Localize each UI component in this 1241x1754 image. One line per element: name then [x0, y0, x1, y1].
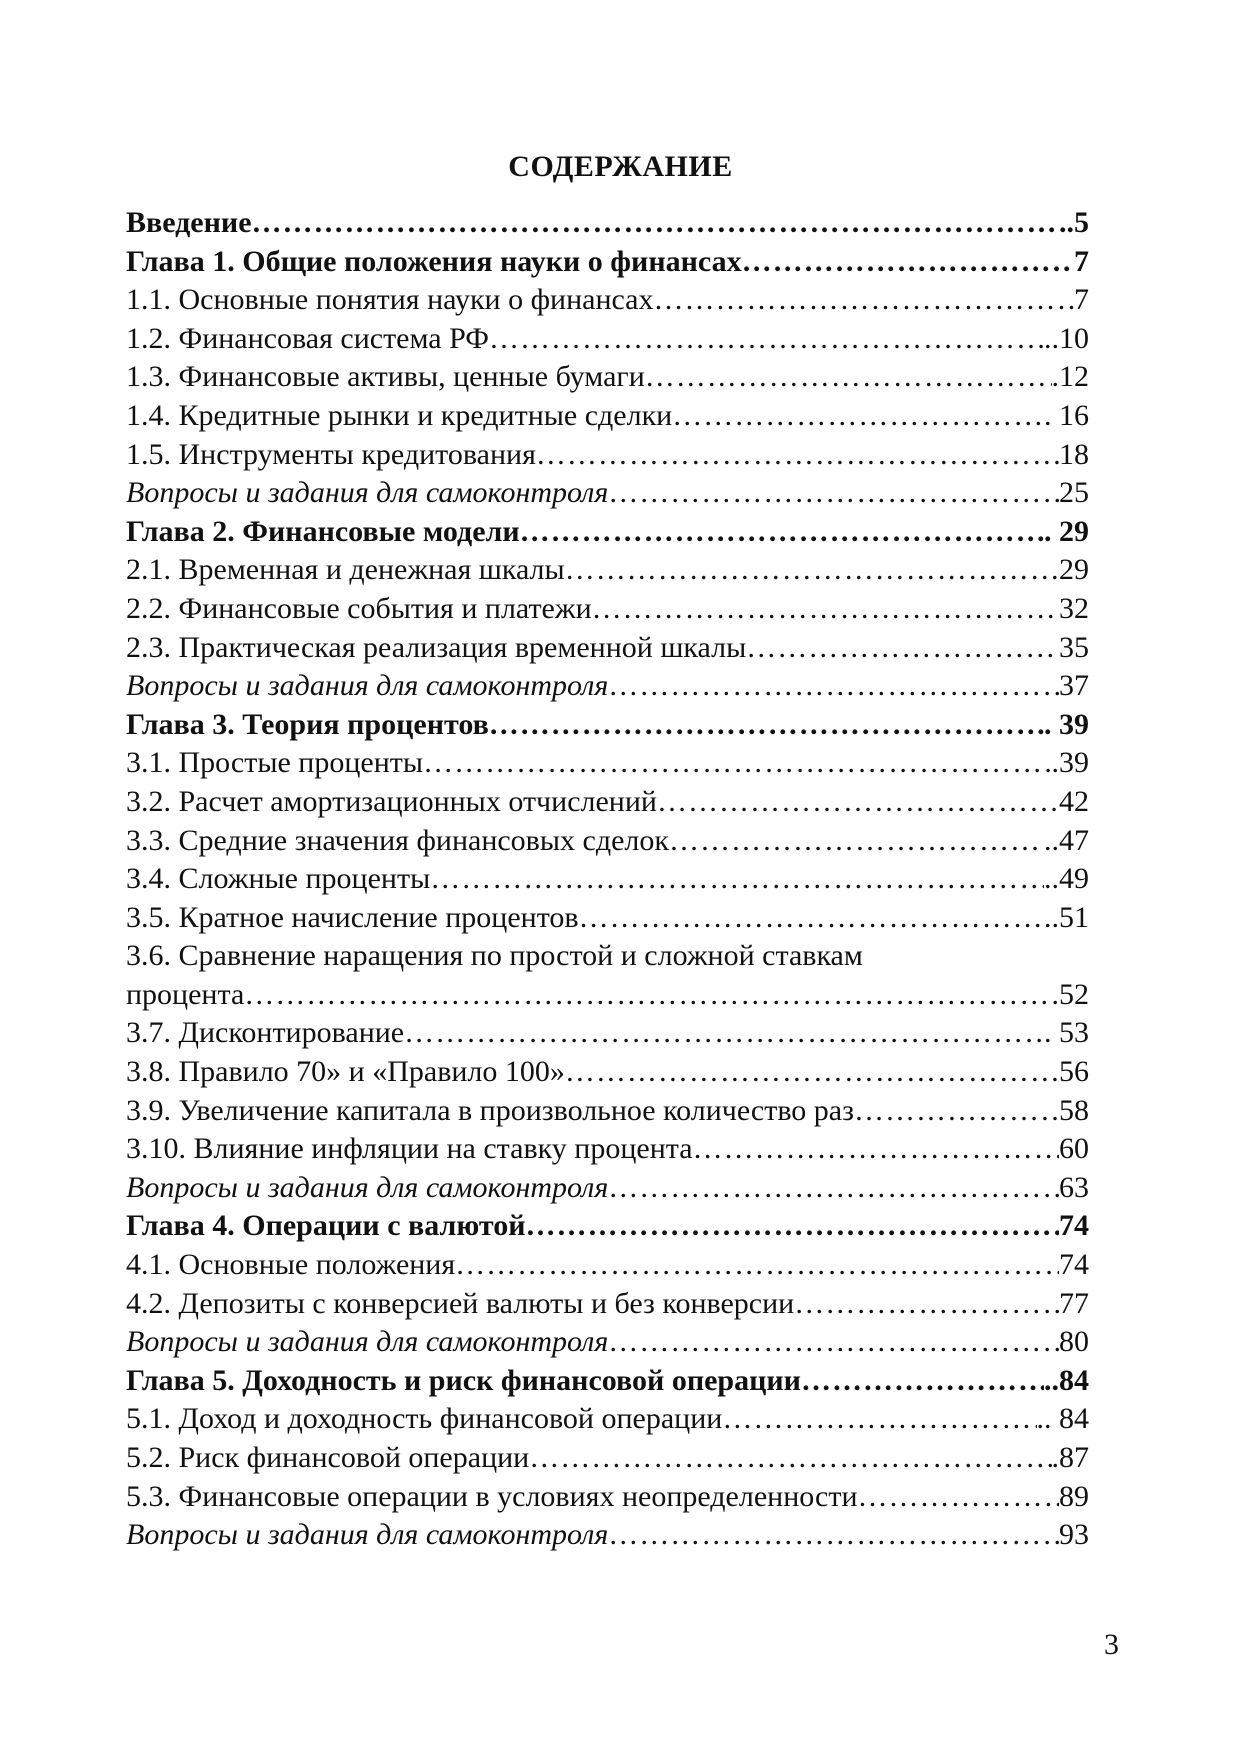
toc-questions-entry[interactable] [126, 1325, 1089, 1364]
toc-chapter-entry[interactable] [126, 1209, 1089, 1248]
toc-entry-page: 56 [1059, 1055, 1089, 1089]
toc-section-entry[interactable] [126, 592, 1089, 631]
toc-entry-label: 3.7. Дисконтирование [126, 1016, 405, 1050]
toc-dot-leader [722, 1402, 1036, 1436]
toc-entry-page: . 53 [1044, 1016, 1089, 1050]
toc-entry-label: 1.3. Финансовые активы, ценные бумаги [126, 360, 645, 394]
toc-dot-leader [672, 399, 1044, 433]
toc-entry-page: 7 [1074, 244, 1089, 278]
toc-section-entry[interactable] [126, 1094, 1089, 1133]
toc-dot-leader [654, 283, 1075, 317]
toc-entry-page: .39 [1051, 746, 1089, 780]
toc-entry-page: 80 [1059, 1325, 1089, 1359]
toc-section-entry[interactable] [126, 1248, 1089, 1287]
toc-entry-label: 1.1. Основные понятия науки о финансах [126, 283, 654, 317]
toc-dot-leader [489, 708, 1044, 742]
toc-entry-label: 3.3. Средние значения финансовых сделок [126, 823, 669, 857]
toc-dot-leader [404, 1016, 1044, 1050]
toc-section-entry[interactable] [126, 1287, 1089, 1326]
toc-entry-label: Вопросы и задания для самоконтроля [126, 1325, 609, 1359]
toc-entry-page: .. 84 [1036, 1402, 1089, 1436]
toc-section-entry[interactable] [126, 824, 1089, 863]
toc-dot-leader [536, 438, 1059, 472]
toc-dot-leader [608, 669, 1059, 703]
toc-entry-label: 2.3. Практическая реализация временной шкалы [126, 630, 747, 664]
toc-entry-label: процента [126, 977, 245, 1011]
toc-entry-label: 5.2. Риск финансовой операции [126, 1441, 530, 1474]
toc-entry-page: 32 [1059, 591, 1089, 625]
toc-entry-label: 1.5. Инструменты кредитования [126, 437, 536, 471]
page-title: СОДЕРЖАНИЕ [508, 150, 733, 183]
toc-entry-label: Глава 5. Доходность и риск финансовой операции [126, 1363, 801, 1397]
toc-section-entry[interactable] [126, 553, 1089, 592]
toc-section-entry[interactable] [126, 631, 1089, 670]
toc-section-entry[interactable] [126, 399, 1089, 438]
toc-entry-label: 3.1. Простые проценты [126, 746, 424, 780]
toc-entry-label: 3.4. Сложные проценты [126, 862, 431, 896]
toc-entry-label: 4.2. Депозиты с конверсией валюты и без конверсии [126, 1286, 795, 1320]
toc-entry-label: 1.4. Кредитные рынки и кредитные сделки [126, 398, 673, 432]
toc-dot-leader [608, 1325, 1059, 1359]
toc-dot-leader [592, 592, 1059, 626]
toc-entry-page: 18 [1059, 437, 1089, 471]
toc-dot-leader [430, 862, 1044, 896]
toc-entry-label: 3.2. Расчет амортизационных отчислений [126, 784, 657, 818]
toc-dot-leader [579, 901, 1044, 935]
toc-entry-page: 52 [1059, 977, 1089, 1011]
toc-section-entry[interactable] [126, 785, 1089, 824]
toc-entry-label: Вопросы и задания для самоконтроля [126, 669, 609, 703]
toc-entry-page: 35 [1059, 630, 1089, 664]
toc-dot-leader [801, 1364, 1044, 1398]
toc-entry-label: Вопросы и задания для самоконтроля [126, 476, 609, 510]
toc-section-entry[interactable] [126, 1055, 1089, 1094]
toc-section-entry[interactable] [126, 1402, 1089, 1441]
toc-section-entry[interactable] [126, 1480, 1089, 1519]
toc-entry-label: Введение [126, 206, 252, 239]
toc-dot-leader [529, 1441, 1051, 1475]
toc-entry-label: 5.3. Финансовые операции в условиях неопределенности [126, 1479, 858, 1513]
toc-dot-leader [608, 1518, 1059, 1552]
toc-dot-leader [669, 824, 1044, 858]
toc-questions-entry[interactable] [126, 1518, 1089, 1557]
toc-dot-leader [244, 978, 1059, 1012]
toc-entry-page: . 39 [1044, 707, 1089, 741]
toc-entry-label: 3.5. Кратное начисление процентов [126, 900, 579, 934]
toc-entry-label: 3.8. Правило 70» и «Правило 100» [126, 1055, 565, 1089]
toc-questions-entry[interactable] [126, 1171, 1089, 1210]
toc-section-entry[interactable] [126, 283, 1089, 322]
toc-entry-page: 74 [1059, 1248, 1089, 1282]
toc-chapter-entry[interactable] [126, 1364, 1089, 1403]
toc-entry-page: .87 [1051, 1441, 1089, 1474]
toc-section-entry[interactable] [126, 746, 1089, 785]
toc-entry-label: 5.1. Доход и доходность финансовой операции [126, 1402, 723, 1436]
toc-section-entry[interactable] [126, 901, 1089, 940]
toc-chapter-entry[interactable] [126, 708, 1089, 747]
toc-entry-page: . 29 [1044, 514, 1089, 548]
toc-dot-leader [794, 1287, 1059, 1321]
toc-entry-label: 3.6. Сравнение наращения по простой и сложной ставкам [126, 939, 863, 973]
toc-section-entry[interactable] [126, 862, 1089, 901]
toc-section-entry[interactable] [126, 360, 1089, 399]
toc-entry-label: Глава 1. Общие положения науки о финансах [126, 244, 742, 278]
toc-entry-label: 1.2. Финансовая система РФ [126, 321, 489, 355]
page-number: 3 [1104, 1628, 1119, 1661]
toc-dot-leader [693, 1132, 1059, 1166]
toc-chapter-entry[interactable] [126, 206, 1089, 245]
toc-entry-page: 42 [1059, 784, 1089, 818]
toc-entry-page: 7 [1074, 283, 1089, 317]
toc-entry-label: 3.10. Влияние инфляции на ставку процента [126, 1132, 693, 1166]
toc-dot-leader [854, 1094, 1059, 1128]
toc-questions-entry[interactable] [126, 669, 1089, 708]
toc-section-entry[interactable] [126, 978, 1089, 1017]
toc-section-entry[interactable] [126, 1132, 1089, 1171]
toc-entry-page: ..49 [1044, 862, 1089, 896]
toc-entry-page: 58 [1059, 1093, 1089, 1127]
toc-section-entry[interactable] [126, 1441, 1089, 1480]
toc-entry-label: Вопросы и задания для самоконтроля [126, 1518, 609, 1552]
toc-dot-leader [489, 322, 1044, 356]
toc-entry-page: 74 [1059, 1209, 1089, 1243]
toc-entry-page: 60 [1059, 1132, 1089, 1166]
toc-entry-label: 3.9. Увеличение капитала в произвольное количество раз [126, 1093, 854, 1127]
toc-dot-leader [252, 206, 1059, 240]
toc-entry-page: ..10 [1044, 321, 1089, 355]
table-of-contents [126, 206, 1089, 1557]
toc-section-entry[interactable] [126, 1016, 1089, 1055]
toc-dot-leader [520, 515, 1044, 549]
toc-section-entry[interactable] [126, 438, 1089, 477]
toc-chapter-entry[interactable] [126, 245, 1089, 284]
toc-entry-label: Глава 3. Теория процентов [126, 707, 489, 741]
toc-dot-leader [455, 1248, 1059, 1282]
toc-entry-page: 29 [1059, 553, 1089, 587]
toc-entry-label: 2.2. Финансовые события и платежи [126, 591, 592, 625]
toc-entry-page: 89 [1059, 1479, 1089, 1513]
toc-dot-leader [657, 785, 1059, 819]
toc-entry-page: 25 [1059, 476, 1089, 510]
toc-entry-page: 37 [1059, 669, 1089, 703]
toc-dot-leader [525, 1209, 1059, 1243]
toc-dot-leader [742, 245, 1074, 279]
toc-entry-page: ..47 [1044, 823, 1089, 857]
toc-entry-page: 63 [1059, 1170, 1089, 1204]
toc-entry-label: 4.1. Основные положения [126, 1248, 456, 1282]
toc-entry-label: Глава 4. Операции с валютой [126, 1209, 526, 1243]
toc-dot-leader [608, 1171, 1059, 1205]
toc-dot-leader [565, 1055, 1059, 1089]
toc-entry-page: ..5 [1059, 206, 1089, 239]
toc-dot-leader [645, 360, 1052, 394]
toc-dot-leader [746, 631, 1059, 665]
toc-entry-page: 93 [1059, 1518, 1089, 1552]
toc-entry-label: 2.1. Временная и денежная шкалы [126, 553, 565, 587]
toc-section-entry[interactable] [126, 939, 1089, 978]
toc-entry-page: .12 [1051, 360, 1089, 394]
toc-chapter-entry[interactable] [126, 515, 1089, 554]
toc-dot-leader [608, 476, 1059, 510]
toc-entry-page: ..51 [1044, 900, 1089, 934]
toc-dot-leader [423, 746, 1051, 780]
toc-entry-page: ..84 [1044, 1363, 1089, 1397]
toc-entry-page: 77 [1059, 1286, 1089, 1320]
toc-entry-label: Глава 2. Финансовые модели [126, 514, 520, 548]
toc-entry-page: . 16 [1044, 398, 1089, 432]
toc-entry-label: Вопросы и задания для самоконтроля [126, 1170, 609, 1204]
toc-questions-entry[interactable] [126, 476, 1089, 515]
toc-section-entry[interactable] [126, 322, 1089, 361]
toc-dot-leader [858, 1480, 1060, 1514]
toc-dot-leader [565, 553, 1059, 587]
